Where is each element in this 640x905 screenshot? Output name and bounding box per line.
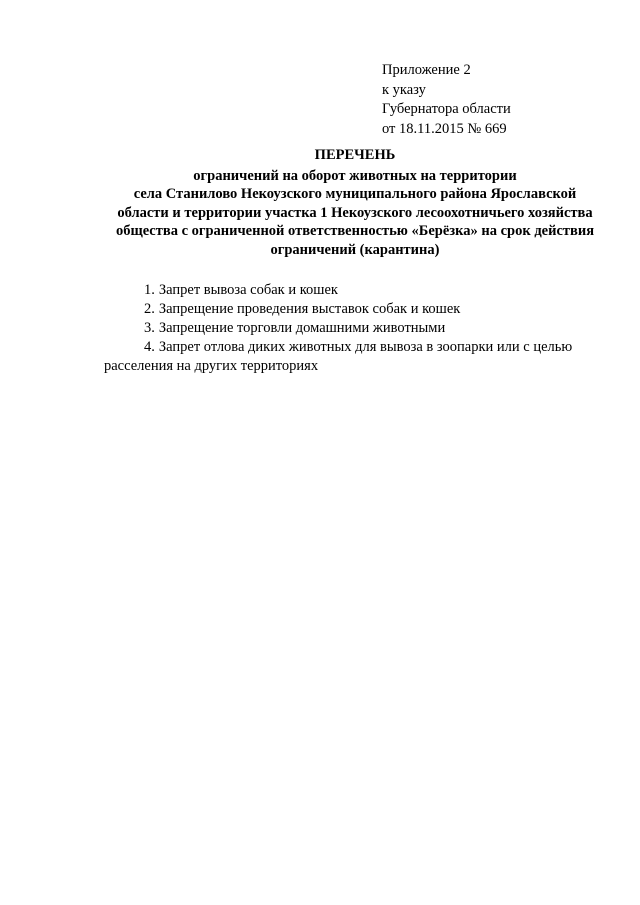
appendix-line: к указу — [382, 81, 426, 98]
list-item-text: Запрет вывоза собак и кошек — [158, 282, 338, 298]
list-item-number: 2. — [144, 301, 155, 317]
appendix-line: Губернатора области — [382, 101, 511, 117]
list-item — [104, 281, 604, 300]
list-item-number: 4. — [144, 339, 155, 355]
restrictions-list — [104, 281, 604, 376]
title-line: области и территории участка 1 Некоузского лесоохотничьего хозяйства — [117, 204, 593, 221]
list-item — [104, 300, 604, 319]
appendix-header — [382, 61, 602, 139]
title-line: села Станилово Некоузского муниципального района Ярославской — [133, 186, 577, 202]
title-heading: ПЕРЕЧЕНЬ — [314, 147, 396, 163]
list-item-number: 1. — [144, 282, 155, 298]
list-item-text: Запрещение проведения выставок собак и кошек — [158, 301, 461, 317]
list-item-text: Запрет отлова диких животных для вывоза в зоопарки или с целью расселения на других территориях — [104, 339, 573, 374]
list-item-text: Запрещение торговли домашними животными — [158, 320, 446, 336]
title-line: общества с ограниченной ответственностью «Берёзка» на срок действия — [115, 223, 595, 239]
document-title — [100, 146, 610, 259]
title-line: ограничений на оборот животных на территории — [193, 167, 517, 184]
list-item-number: 3. — [144, 320, 155, 336]
list-item — [104, 319, 604, 338]
appendix-line: Приложение 2 — [382, 62, 471, 78]
appendix-date-line: от 18.11.2015 № 669 — [382, 120, 507, 137]
list-item — [104, 338, 604, 376]
title-line: ограничений (карантина) — [270, 241, 440, 258]
